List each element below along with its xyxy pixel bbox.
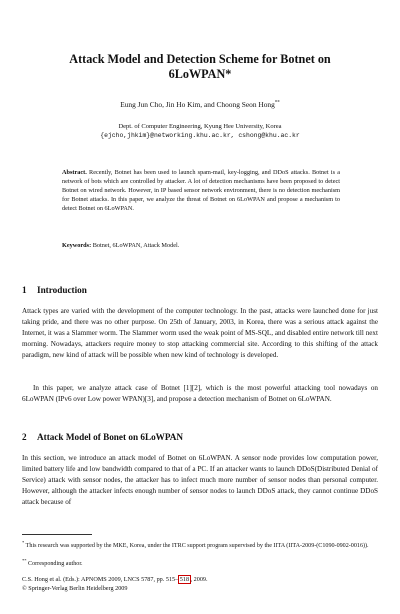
footnote-2-text: Corresponding author.: [28, 561, 83, 568]
section-2-paragraph-1: In this section, we introduce an attack model of Botnet on 6LoWPAN. A sensor node provides low computation power, limited battery life and low bandwidth compared to that of a PC. If an attacker wants to launch DDoS(Distributed Denial of Service) attack with sensor nodes, the attacker has to infect much more number of sensor nodes than personal computer. However, although the attacker infects enough number of sensor nodes to launch DDoS attack, they cannot continue DDoS attack because of: [22, 454, 378, 506]
footnote-1: [22, 539, 378, 551]
author-list: [40, 100, 360, 109]
paper-title: [40, 52, 360, 82]
section-2-number: 2: [22, 432, 27, 442]
abstract-text: Recently, Botnet has been used to launch spam-mail, key-logging, and DDoS attacks. Botnet is a network of bots which are controlled by attacker. A lot of detection mechanisms have been proposed to detect Botnet on wired network. However, in IP based sensor network environment, there is no detection mechanism for Botnet attacks. In this paper, we analyze the threat of Botnet on 6LoWPAN and propose a mechanism to detect Botnet on 6LoWPAN.: [62, 169, 341, 212]
footnote-rule: [22, 534, 92, 535]
citation-prefix: C.S. Hong et al. (Eds.): APNOMS 2009, LNCS 5787, pp. 515–: [22, 576, 179, 583]
citation-page-link[interactable]: 518: [179, 576, 190, 583]
affiliation: Dept. of Computer Engineering, Kyung Hee University, Korea: [118, 123, 282, 130]
title-line-2: 6LoWPAN*: [168, 67, 232, 81]
keywords-text: Botnet, 6LoWPAN, Attack Model.: [92, 242, 180, 249]
authors-text: Eung Jun Cho, Jin Ho Kim, and Choong Seon Hong: [120, 100, 275, 109]
abstract-label: Abstract.: [62, 169, 87, 176]
keywords: [62, 241, 340, 250]
section-1-title: Introduction: [37, 285, 87, 295]
citation-suffix: , 2009.: [190, 576, 208, 583]
affiliation-block: [40, 122, 360, 140]
citation-line: [22, 576, 378, 585]
footnote-1-mark: *: [22, 540, 25, 545]
abstract: [62, 168, 340, 213]
section-1-paragraph-1: Attack types are varied with the development of the computer technology. In the past, attacks were launched done for just taking pride, and there was no other purpose. On 25th of January, 2003, in Korea, there was a serious attack against the Internet, it was a Slammer worm. The Slammer worm used the weak point of MS-SQL, and disabled entire network till next morning. Nowadays, attackers require money to stop attacking commercial site. According to this shifting of the attack paradigm, new kind of attack will be possible when new kind of technology is developed.: [22, 307, 378, 359]
footnote-1-text: This research was supported by the MKE, Korea, under the ITRC support program supervised by the IITA (IITA-2009-(C1090-0902-0016)).: [25, 543, 369, 550]
section-2-title: Attack Model of Bonet on 6LoWPAN: [37, 432, 184, 442]
section-2-heading: [22, 432, 378, 442]
copyright-line: © Springer-Verlag Berlin Heidelberg 2009: [22, 584, 128, 592]
section-1-number: 1: [22, 285, 27, 295]
keywords-label: Keywords:: [62, 242, 92, 249]
footnote-2-mark: **: [22, 558, 27, 563]
footnote-2: [22, 557, 378, 569]
author-mark: **: [274, 100, 280, 106]
publication-footer: [22, 576, 378, 593]
section-1-heading: [22, 285, 378, 295]
section-1-paragraph-2: In this paper, we analyze attack case of Botnet [1][2], which is the most powerful attacking tool nowadays on 6LoWPAN (IPv6 over Low power WPAN)[3], and propose a detection mechanism of Botnet on 6LoWPAN.: [22, 384, 378, 403]
title-line-1: Attack Model and Detection Scheme for Botnet on: [69, 52, 331, 66]
author-emails: {ejcho,jhkim}@networking.khu.ac.kr, cshong@khu.ac.kr: [100, 132, 300, 139]
